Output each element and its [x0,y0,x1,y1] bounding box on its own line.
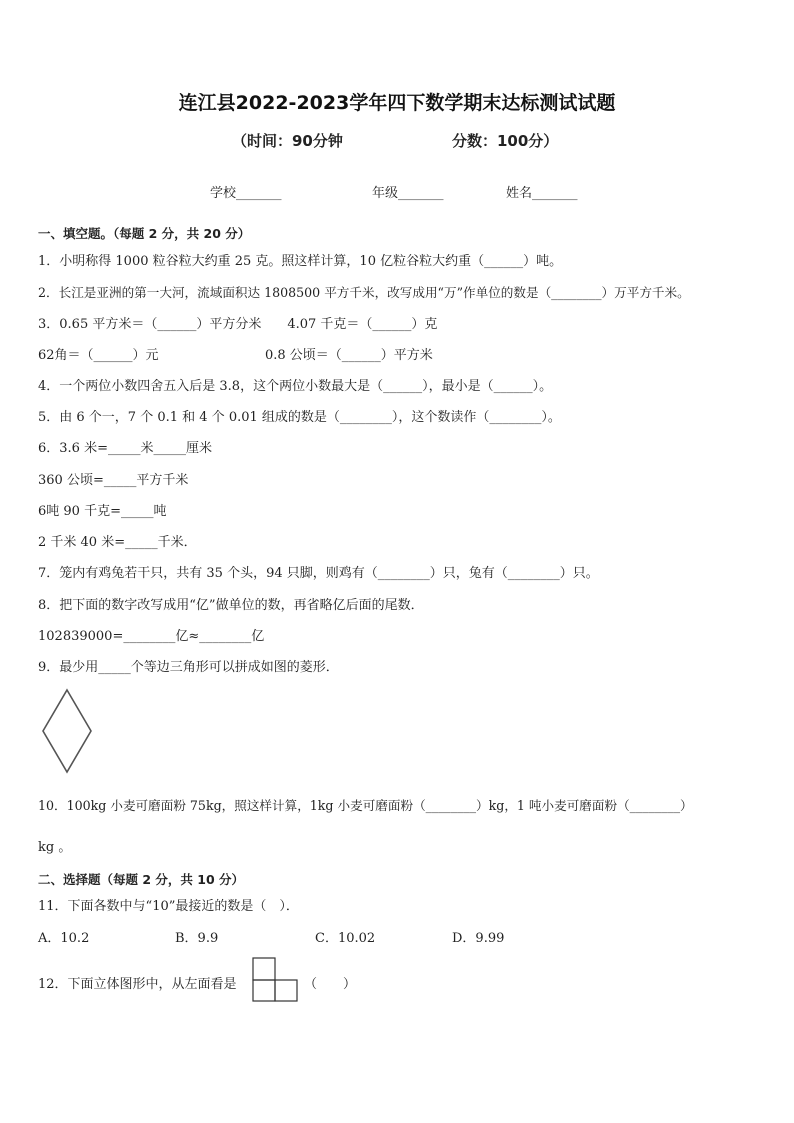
section-heading-choice: 二、选择题（每题 2 分，共 10 分） [38,872,245,887]
question-4: 4．一个两位小数四舍五入后是 3.8，这个两位小数最大是（______），最小是（______）。 [38,379,553,394]
school-field: 学校_______ [210,186,282,201]
question-12-answer-paren: （ ） [304,977,357,992]
question-6-line-3: 6吨 90 千克=_____吨 [38,504,167,519]
question-10-unit: kg 。 [38,840,72,855]
question-3-line-1: 3．0.65 平方米＝（______）平方分米 4.07 千克＝（______）克 [38,317,438,332]
question-6-line-2: 360 公顷=_____平方千米 [38,473,189,488]
question-3-line-2a: 62角＝（______）元 [38,348,159,363]
section-heading-fill-blank: 一、填空题。（每题 2 分，共 20 分） [38,226,251,241]
question-10: 10．100kg 小麦可磨面粉 75kg，照这样计算，1kg 小麦可磨面粉（________）kg，1 吨小麦可磨面粉（________） [38,798,693,813]
question-8-expression: 102839000=________亿≈________亿 [38,629,265,644]
question-2: 2．长江是亚洲的第一大河，流域面积达 1808500 平方千米，改写成用“万”作单位的数是（________）万平方千米。 [38,285,690,300]
rhombus-figure [40,688,94,774]
option-c: C．10.02 [315,931,376,946]
question-6-line-4: 2 千米 40 米=_____千米． [38,535,197,550]
exam-score: 分数：100分） [452,132,559,150]
question-3-line-2b: 0.8 公顷＝（______）平方米 [265,348,433,363]
question-8: 8．把下面的数字改写成用“亿”做单位的数，再省略亿后面的尾数． [38,598,424,613]
question-5: 5．由 6 个一，7 个 0.1 和 4 个 0.01 组成的数是（________），这个数读作（________）。 [38,410,561,425]
page-title: 连江县2022-2023学年四下数学期末达标测试试题 [178,92,616,114]
option-b: B．9.9 [175,931,219,946]
option-a: A．10.2 [38,931,90,946]
question-6-line-1: 6．3.6 米=_____米_____厘米 [38,441,212,456]
name-field: 姓名_______ [506,186,578,201]
left-view-figure [252,957,300,1003]
question-9: 9．最少用_____个等边三角形可以拼成如图的菱形． [38,660,339,675]
question-1: 1．小明称得 1000 粒谷粒大约重 25 克。照这样计算，10 亿粒谷粒大约重（______）吨。 [38,254,563,269]
question-12: 12．下面立体图形中，从左面看是 [38,977,237,992]
question-11: 11．下面各数中与“10”最接近的数是（ ）． [38,899,299,914]
option-d: D．9.99 [452,931,505,946]
exam-time: （时间：90分钟 [232,132,343,150]
grade-field: 年级_______ [372,186,444,201]
question-7: 7．笼内有鸡兔若干只，共有 35 个头，94 只脚，则鸡有（________）只，兔有（________）只。 [38,566,599,581]
